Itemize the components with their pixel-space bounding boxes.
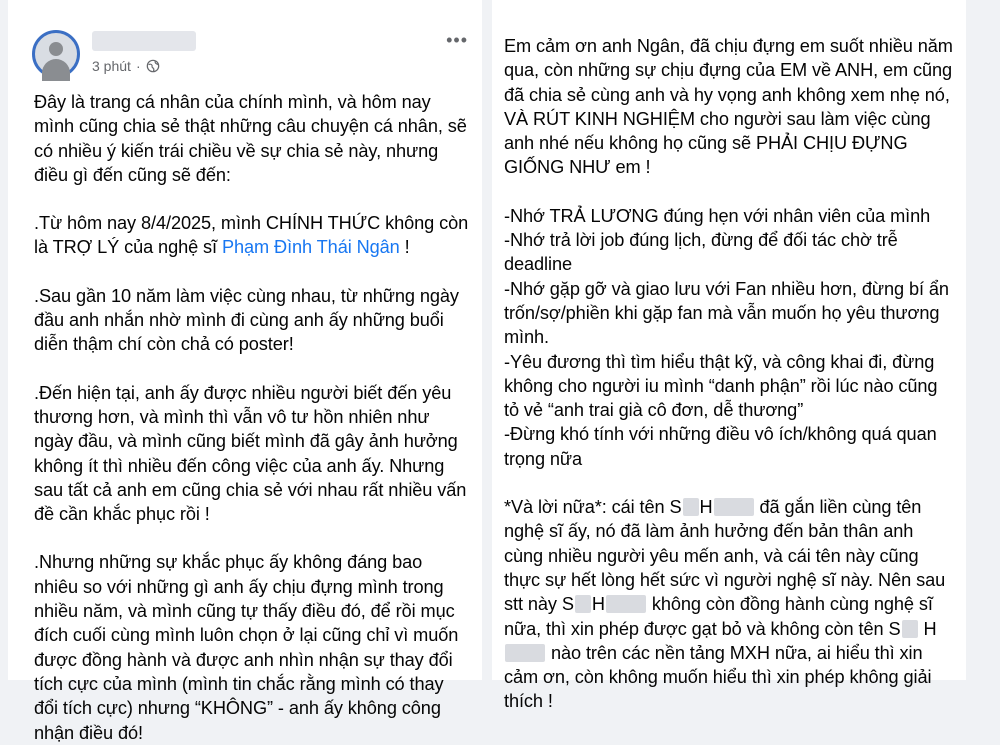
redacted-text	[575, 595, 591, 613]
post-header	[8, 0, 482, 88]
post-meta	[92, 58, 160, 74]
redacted-text	[606, 595, 646, 613]
author-name-redacted[interactable]	[92, 31, 196, 51]
redacted-text	[714, 498, 754, 516]
post-right-panel	[492, 0, 966, 712]
redacted-text	[683, 498, 699, 516]
redacted-text	[902, 620, 918, 638]
paragraph-final: *Và lời nữa*: cái tên S H đã gắn liền cùng tên nghệ sĩ ấy, nó đã làm ảnh hưởng đến bản thân anh cùng nhiều người yêu mến anh, và cái tên này cũng thực sự hết lòng hết sức vì người nghệ sĩ này. Nên sau stt này S H không còn đồng hành cùng nghệ sĩ nữa, thì xin phép được gạt bỏ và không còn tên S H nào trên các nền tảng MXH nữa, ai hiểu thì xin cảm ơn, còn không muốn hiểu thì xin phép không giải thích !	[504, 497, 951, 712]
list-item: -Nhớ gặp gỡ và giao lưu với Fan nhiều hơn, đừng bí ẩn trốn/sợ/phiền khi gặp fan mà vẫn muốn họ yêu thương mình.	[504, 278, 954, 348]
meta-separator: ·	[135, 58, 141, 74]
paragraph-present: .Đến hiện tại, anh ấy được nhiều người biết đến yêu thương hơn, và mình thì vẫn vô tư hồn nhiên như ngày đầu, và mình cũng biết mình đã gây ảnh hưởng không ít thì nhiều đến công việc của anh ấy. Nhưng sau tất cả anh em cũng chia sẻ với nhau rất nhiều vấn đề cần khắc phục rồi !	[34, 382, 472, 525]
list-item: -Đừng khó tính với những điều vô ích/không quá quan trọng nữa	[504, 424, 942, 469]
redacted-text	[505, 644, 545, 662]
post-body-left	[8, 90, 482, 745]
list-item: -Nhớ TRẢ LƯƠNG đúng hẹn với nhân viên của mình	[504, 205, 931, 226]
artist-profile-link[interactable]: Phạm Đình Thái Ngân	[221, 237, 400, 258]
paragraph-effort: .Nhưng những sự khắc phục ấy không đáng bao nhiêu so với những gì anh ấy chịu đựng mình trong nhiều năm, và mình cũng tự thấy điều đó, để rồi mục đích cuối cùng mình luôn chọn ở lại cũng chỉ vì muốn được đồng hành và được anh nhìn nhận sự thay đổi tích cực của mình (mình tin chắc rằng mình có thay đổi tích cực) nhưng “KHÔNG” - anh ấy không công nhận điều đó!	[34, 552, 464, 743]
paragraph-history: .Sau gần 10 năm làm việc cùng nhau, từ những ngày đầu anh nhắn nhờ mình đi cùng anh ấy những buổi diễn thậm chí còn chả có poster!	[34, 285, 464, 355]
more-options-button[interactable]: •••	[446, 30, 468, 50]
avatar-placeholder-body	[42, 59, 70, 81]
list-item: -Nhớ trả lời job đúng lịch, đừng để đối tác chờ trễ deadline	[504, 230, 903, 275]
globe-icon[interactable]	[146, 59, 160, 73]
paragraph-thanks: Em cảm ơn anh Ngân, đã chịu đựng em suốt nhiều năm qua, còn những sự chịu đựng của EM về ANH, em cũng đã chia sẻ cùng anh và hy vọng anh không xem nhẹ nó, VÀ RÚT KINH NGHIỆM cho người sau làm việc cùng anh nhé nếu không họ cũng sẽ PHẢI CHỊU ĐỰNG GIỐNG NHƯ em !	[504, 36, 958, 178]
avatar[interactable]	[32, 30, 80, 78]
list-item: -Yêu đương thì tìm hiểu thật kỹ, và công khai đi, đừng không cho người iu mình “danh phận” rồi lúc nào cũng tỏ vẻ “anh trai già cô đơn, dễ thương”	[504, 351, 943, 421]
paragraph-intro: Đây là trang cá nhân của chính mình, và hôm nay mình cũng chia sẻ thật những câu chuyện cá nhân, sẽ có nhiều ý kiến trái chiều về sự chia sẻ này, nhưng điều gì đến cũng sẽ đến:	[34, 92, 472, 185]
paragraph-announcement: .Từ hôm nay 8/4/2025, mình CHÍNH THỨC không còn là TRỢ LÝ của nghệ sĩ Phạm Đình Thái Ngân !	[34, 213, 474, 258]
post-left-panel	[8, 0, 482, 743]
post-time[interactable]: 3 phút	[92, 58, 131, 74]
avatar-placeholder-head	[49, 42, 63, 56]
post-body-right	[504, 34, 956, 714]
